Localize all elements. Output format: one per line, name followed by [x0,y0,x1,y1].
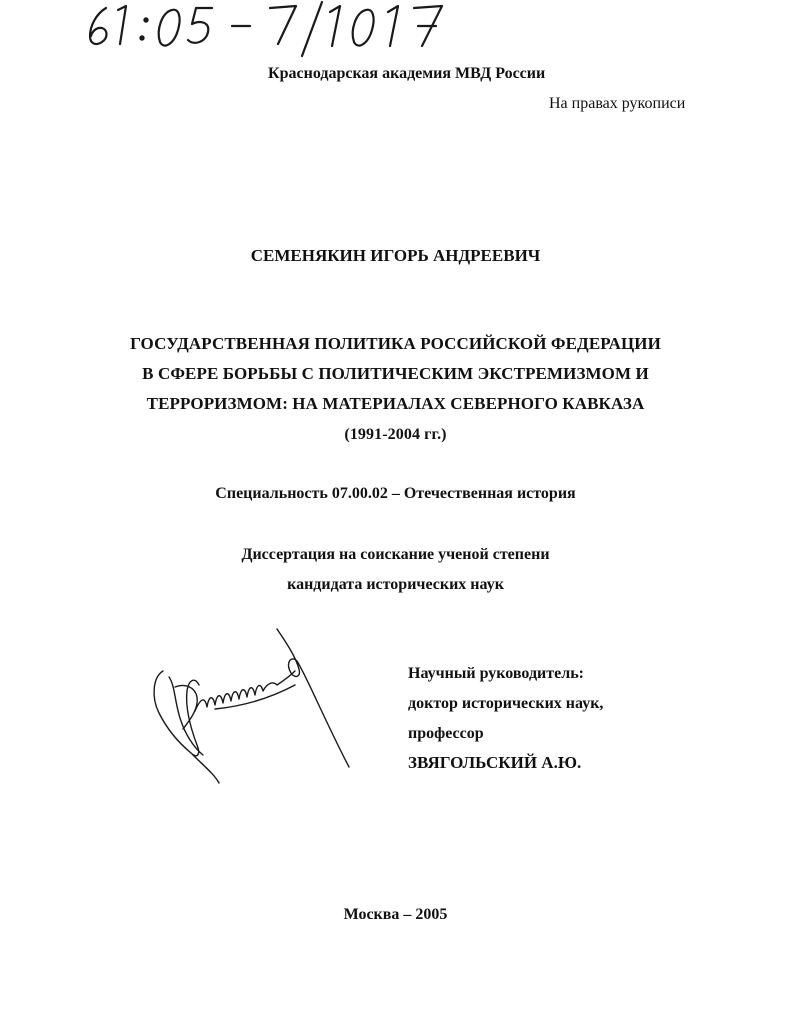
degree-line-2: кандидата исторических наук [287,576,504,593]
manuscript-rights-note: На правах рукописи [549,95,686,112]
degree-line-1: Диссертация на соискание ученой степени [241,546,550,563]
handwritten-archive-code [84,0,464,62]
supervisor-label: Научный руководитель: [408,665,584,682]
place-and-year: Москва – 2005 [343,906,448,923]
institution-name: Краснодарская академия МВД России [268,65,546,82]
supervisor-degree: доктор исторических наук, [408,695,604,712]
title-line-1: ГОСУДАРСТВЕННАЯ ПОЛИТИКА РОССИЙСКОЙ ФЕДЕРАЦИИ [130,334,661,353]
supervisor-name: ЗВЯГОЛЬСКИЙ А.Ю. [408,753,582,772]
author-name: СЕМЕНЯКИН ИГОРЬ АНДРЕЕВИЧ [250,246,541,265]
author-signature [145,625,360,785]
title-years: (1991-2004 гг.) [344,426,447,443]
title-line-2: В СФЕРЕ БОРЬБЫ С ПОЛИТИЧЕСКИМ ЭКСТРЕМИЗМОМ И [142,364,649,383]
title-line-3: ТЕРРОРИЗМОМ: НА МАТЕРИАЛАХ СЕВЕРНОГО КАВКАЗА [146,394,645,413]
specialty: Специальность 07.00.02 – Отечественная история [215,485,576,502]
supervisor-rank: профессор [408,725,484,742]
